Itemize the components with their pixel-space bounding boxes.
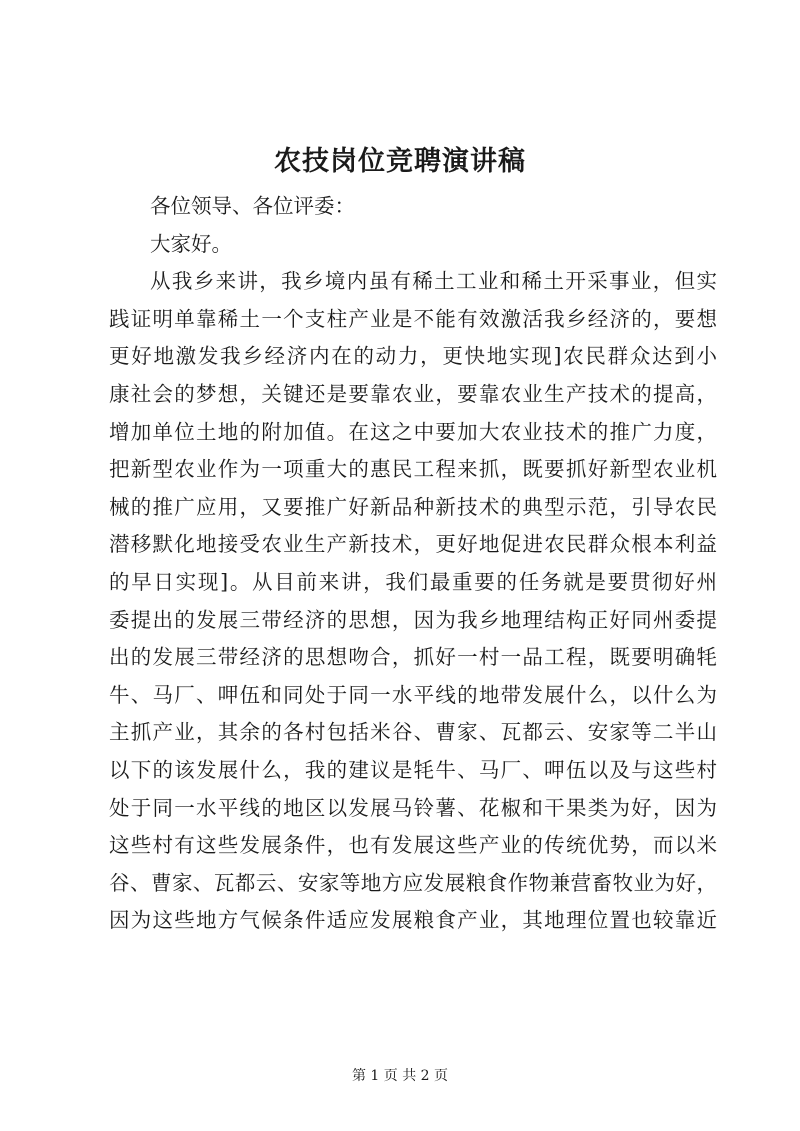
greeting: 大家好。 <box>150 231 232 256</box>
body-line: 牛、马厂、呷伍和同处于同一水平线的地带发展什么，以什么为 <box>109 682 717 707</box>
body-line: 把新型农业作为一项重大的惠民工程来抓，既要抓好新型农业机 <box>109 457 717 482</box>
document-title: 农技岗位竞聘演讲稿 <box>274 146 526 177</box>
salutation: 各位领导、各位评委： <box>150 194 355 218</box>
page-footer: 第 1 页 共 2 页 <box>351 1068 449 1084</box>
body-line: 更好地激发我乡经济内在的动力，更快地实现]农民群众达到小 <box>109 344 717 369</box>
body-line: 潜移默化地接受农业生产新技术，更好地促进农民群众根本利益 <box>109 532 717 557</box>
body-line: 这些村有这些发展条件，也有发展这些产业的传统优势，而以米 <box>109 833 717 858</box>
body-line: 主抓产业，其余的各村包括米谷、曹家、瓦都云、安家等二半山 <box>109 720 717 745</box>
body-line: 处于同一水平线的地区以发展马铃薯、花椒和干果类为好，因为 <box>109 795 717 820</box>
body-paragraph <box>109 263 717 940</box>
body-line: 谷、曹家、瓦都云、安家等地方应发展粮食作物兼营畜牧业为好， <box>109 870 717 895</box>
body-line: 康社会的梦想，关键还是要靠农业，要靠农业生产技术的提高， <box>109 381 717 406</box>
body-line: 委提出的发展三带经济的思想，因为我乡地理结构正好同州委提 <box>109 607 717 632</box>
body-line: 出的发展三带经济的思想吻合，抓好一村一品工程，既要明确牦 <box>109 645 717 670</box>
document-body <box>109 188 717 940</box>
body-line: 的早日实现]。从目前来讲，我们最重要的任务就是要贯彻好州 <box>109 569 717 594</box>
body-line: 械的推广应用，又要推广好新品种新技术的典型示范，引导农民 <box>109 494 717 519</box>
body-line: 增加单位土地的附加值。在这之中要加大农业技术的推广力度， <box>109 419 717 444</box>
body-line: 践证明单靠稀土一个支柱产业是不能有效激活我乡经济的，要想 <box>109 306 717 331</box>
body-line: 从我乡来讲，我乡境内虽有稀土工业和稀土开采事业，但实 <box>150 269 717 294</box>
body-line: 以下的该发展什么，我的建议是牦牛、马厂、呷伍以及与这些村 <box>109 757 717 782</box>
body-line: 因为这些地方气候条件适应发展粮食产业，其地理位置也较靠近 <box>109 908 717 933</box>
